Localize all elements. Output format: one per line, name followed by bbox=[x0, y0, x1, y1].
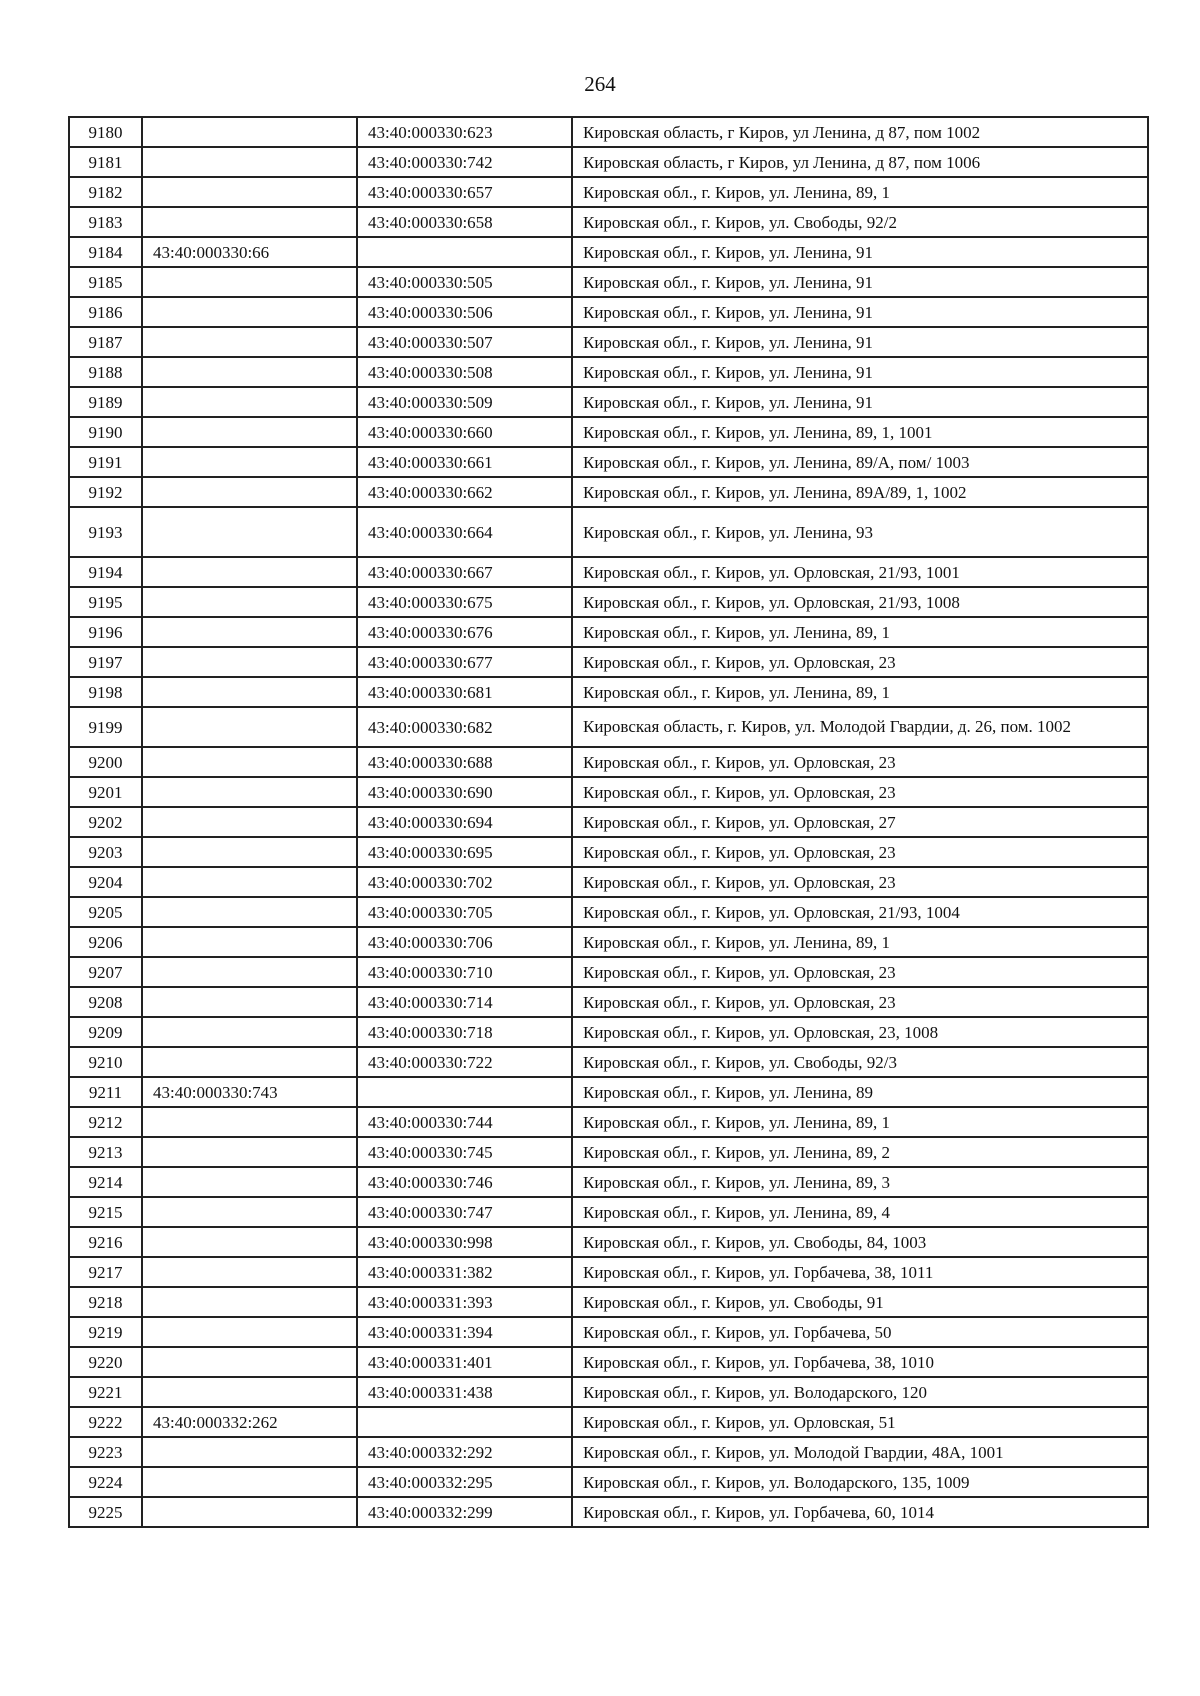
address-cell: Кировская область, г. Киров, ул. Молодой Гвардии, д. 26, пом. 1002 bbox=[572, 707, 1148, 747]
cadastral-object-cell: 43:40:000330:660 bbox=[357, 417, 572, 447]
cadastral-object-cell: 43:40:000330:662 bbox=[357, 477, 572, 507]
address-cell: Кировская обл., г. Киров, ул. Ленина, 91 bbox=[572, 357, 1148, 387]
cadastral-object-cell: 43:40:000330:623 bbox=[357, 117, 572, 147]
row-number-cell: 9185 bbox=[69, 267, 142, 297]
row-number-cell: 9221 bbox=[69, 1377, 142, 1407]
row-number-cell: 9188 bbox=[69, 357, 142, 387]
row-number-cell: 9190 bbox=[69, 417, 142, 447]
cadastral-parcel-cell bbox=[142, 1047, 357, 1077]
address-cell: Кировская обл., г. Киров, ул. Орловская, 21/93, 1004 bbox=[572, 897, 1148, 927]
row-number-cell: 9196 bbox=[69, 617, 142, 647]
table-row bbox=[69, 207, 1148, 237]
address-cell: Кировская обл., г. Киров, ул. Орловская, 23 bbox=[572, 957, 1148, 987]
address-cell: Кировская обл., г. Киров, ул. Ленина, 89 bbox=[572, 1077, 1148, 1107]
cadastral-object-cell: 43:40:000331:394 bbox=[357, 1317, 572, 1347]
row-number-cell: 9223 bbox=[69, 1437, 142, 1467]
row-number-cell: 9194 bbox=[69, 557, 142, 587]
cadastral-object-cell: 43:40:000330:688 bbox=[357, 747, 572, 777]
table-row bbox=[69, 1197, 1148, 1227]
cadastral-parcel-cell bbox=[142, 1017, 357, 1047]
address-cell: Кировская обл., г. Киров, ул. Орловская, 23 bbox=[572, 837, 1148, 867]
cadastral-object-cell: 43:40:000330:506 bbox=[357, 297, 572, 327]
table-row bbox=[69, 147, 1148, 177]
row-number-cell: 9199 bbox=[69, 707, 142, 747]
cadastral-parcel-cell bbox=[142, 1497, 357, 1527]
row-number-cell: 9211 bbox=[69, 1077, 142, 1107]
cadastral-parcel-cell bbox=[142, 807, 357, 837]
address-cell: Кировская обл., г. Киров, ул. Горбачева, 50 bbox=[572, 1317, 1148, 1347]
cadastral-object-cell: 43:40:000330:694 bbox=[357, 807, 572, 837]
cadastral-parcel-cell bbox=[142, 837, 357, 867]
cadastral-parcel-cell bbox=[142, 927, 357, 957]
row-number-cell: 9219 bbox=[69, 1317, 142, 1347]
address-cell: Кировская обл., г. Киров, ул. Ленина, 91 bbox=[572, 327, 1148, 357]
table-row bbox=[69, 777, 1148, 807]
cadastral-object-cell: 43:40:000330:681 bbox=[357, 677, 572, 707]
table-row bbox=[69, 1287, 1148, 1317]
row-number-cell: 9224 bbox=[69, 1467, 142, 1497]
address-cell: Кировская обл., г. Киров, ул. Ленина, 89, 2 bbox=[572, 1137, 1148, 1167]
row-number-cell: 9186 bbox=[69, 297, 142, 327]
table-row bbox=[69, 417, 1148, 447]
row-number-cell: 9213 bbox=[69, 1137, 142, 1167]
table-row bbox=[69, 897, 1148, 927]
cadastral-parcel-cell bbox=[142, 477, 357, 507]
cadastral-parcel-cell bbox=[142, 1287, 357, 1317]
cadastral-object-cell: 43:40:000330:508 bbox=[357, 357, 572, 387]
cadastral-parcel-cell bbox=[142, 297, 357, 327]
address-cell: Кировская обл., г. Киров, ул. Орловская, 21/93, 1001 bbox=[572, 557, 1148, 587]
cadastral-parcel-cell bbox=[142, 617, 357, 647]
table-row bbox=[69, 677, 1148, 707]
table-row bbox=[69, 357, 1148, 387]
cadastral-parcel-cell: 43:40:000332:262 bbox=[142, 1407, 357, 1437]
address-cell: Кировская обл., г. Киров, ул. Орловская, 23 bbox=[572, 987, 1148, 1017]
registry-table bbox=[68, 116, 1149, 1528]
cadastral-parcel-cell bbox=[142, 1317, 357, 1347]
cadastral-object-cell: 43:40:000330:676 bbox=[357, 617, 572, 647]
cadastral-object-cell: 43:40:000330:664 bbox=[357, 507, 572, 557]
cadastral-parcel-cell bbox=[142, 987, 357, 1017]
address-cell: Кировская обл., г. Киров, ул. Свободы, 92/2 bbox=[572, 207, 1148, 237]
cadastral-object-cell: 43:40:000331:401 bbox=[357, 1347, 572, 1377]
table-row bbox=[69, 1077, 1148, 1107]
cadastral-object-cell: 43:40:000331:382 bbox=[357, 1257, 572, 1287]
address-cell: Кировская обл., г. Киров, ул. Володарского, 135, 1009 bbox=[572, 1467, 1148, 1497]
cadastral-object-cell bbox=[357, 1407, 572, 1437]
cadastral-parcel-cell bbox=[142, 777, 357, 807]
table-row bbox=[69, 867, 1148, 897]
address-cell: Кировская обл., г. Киров, ул. Орловская, 23 bbox=[572, 867, 1148, 897]
cadastral-object-cell: 43:40:000330:507 bbox=[357, 327, 572, 357]
row-number-cell: 9204 bbox=[69, 867, 142, 897]
table-row bbox=[69, 1017, 1148, 1047]
row-number-cell: 9189 bbox=[69, 387, 142, 417]
table-row bbox=[69, 927, 1148, 957]
table-row bbox=[69, 177, 1148, 207]
cadastral-object-cell: 43:40:000330:718 bbox=[357, 1017, 572, 1047]
cadastral-object-cell: 43:40:000332:299 bbox=[357, 1497, 572, 1527]
cadastral-parcel-cell bbox=[142, 117, 357, 147]
cadastral-object-cell: 43:40:000330:690 bbox=[357, 777, 572, 807]
cadastral-parcel-cell bbox=[142, 867, 357, 897]
address-cell: Кировская обл., г. Киров, ул. Ленина, 89А/89, 1, 1002 bbox=[572, 477, 1148, 507]
row-number-cell: 9209 bbox=[69, 1017, 142, 1047]
cadastral-parcel-cell bbox=[142, 387, 357, 417]
address-cell: Кировская обл., г. Киров, ул. Ленина, 91 bbox=[572, 297, 1148, 327]
cadastral-parcel-cell bbox=[142, 417, 357, 447]
table-row bbox=[69, 1257, 1148, 1287]
cadastral-object-cell: 43:40:000330:661 bbox=[357, 447, 572, 477]
row-number-cell: 9193 bbox=[69, 507, 142, 557]
table-row bbox=[69, 647, 1148, 677]
table-row bbox=[69, 1407, 1148, 1437]
cadastral-parcel-cell bbox=[142, 707, 357, 747]
table-row bbox=[69, 1317, 1148, 1347]
cadastral-parcel-cell bbox=[142, 147, 357, 177]
table-row bbox=[69, 1377, 1148, 1407]
table-row bbox=[69, 557, 1148, 587]
cadastral-object-cell: 43:40:000330:742 bbox=[357, 147, 572, 177]
table-row bbox=[69, 1437, 1148, 1467]
address-cell: Кировская обл., г. Киров, ул. Орловская, 23, 1008 bbox=[572, 1017, 1148, 1047]
cadastral-parcel-cell bbox=[142, 1347, 357, 1377]
cadastral-parcel-cell bbox=[142, 1437, 357, 1467]
table-row bbox=[69, 237, 1148, 267]
address-cell: Кировская обл., г. Киров, ул. Орловская, 51 bbox=[572, 1407, 1148, 1437]
cadastral-parcel-cell bbox=[142, 177, 357, 207]
cadastral-parcel-cell bbox=[142, 1107, 357, 1137]
address-cell: Кировская обл., г. Киров, ул. Свободы, 91 bbox=[572, 1287, 1148, 1317]
table-row bbox=[69, 477, 1148, 507]
address-cell: Кировская обл., г. Киров, ул. Ленина, 89, 1 bbox=[572, 677, 1148, 707]
table-row bbox=[69, 837, 1148, 867]
row-number-cell: 9202 bbox=[69, 807, 142, 837]
cadastral-object-cell: 43:40:000330:722 bbox=[357, 1047, 572, 1077]
row-number-cell: 9195 bbox=[69, 587, 142, 617]
table-row bbox=[69, 957, 1148, 987]
row-number-cell: 9182 bbox=[69, 177, 142, 207]
table-row bbox=[69, 707, 1148, 747]
cadastral-object-cell: 43:40:000330:658 bbox=[357, 207, 572, 237]
table-row bbox=[69, 1167, 1148, 1197]
cadastral-object-cell: 43:40:000330:710 bbox=[357, 957, 572, 987]
address-cell: Кировская обл., г. Киров, ул. Ленина, 91 bbox=[572, 237, 1148, 267]
cadastral-parcel-cell bbox=[142, 357, 357, 387]
cadastral-parcel-cell bbox=[142, 677, 357, 707]
table-row bbox=[69, 1347, 1148, 1377]
cadastral-parcel-cell bbox=[142, 267, 357, 297]
address-cell: Кировская обл., г. Киров, ул. Ленина, 91 bbox=[572, 267, 1148, 297]
cadastral-parcel-cell bbox=[142, 647, 357, 677]
table-row bbox=[69, 987, 1148, 1017]
cadastral-parcel-cell bbox=[142, 1467, 357, 1497]
row-number-cell: 9218 bbox=[69, 1287, 142, 1317]
cadastral-parcel-cell: 43:40:000330:743 bbox=[142, 1077, 357, 1107]
cadastral-parcel-cell bbox=[142, 1227, 357, 1257]
address-cell: Кировская область, г Киров, ул Ленина, д 87, пом 1006 bbox=[572, 147, 1148, 177]
cadastral-object-cell bbox=[357, 1077, 572, 1107]
cadastral-parcel-cell bbox=[142, 557, 357, 587]
address-cell: Кировская обл., г. Киров, ул. Горбачева, 38, 1011 bbox=[572, 1257, 1148, 1287]
table-row bbox=[69, 1107, 1148, 1137]
row-number-cell: 9214 bbox=[69, 1167, 142, 1197]
address-cell: Кировская обл., г. Киров, ул. Молодой Гвардии, 48А, 1001 bbox=[572, 1437, 1148, 1467]
cadastral-parcel-cell bbox=[142, 447, 357, 477]
address-cell: Кировская обл., г. Киров, ул. Ленина, 89/А, пом/ 1003 bbox=[572, 447, 1148, 477]
cadastral-parcel-cell bbox=[142, 1377, 357, 1407]
address-cell: Кировская обл., г. Киров, ул. Свободы, 84, 1003 bbox=[572, 1227, 1148, 1257]
row-number-cell: 9201 bbox=[69, 777, 142, 807]
page-number: 264 bbox=[584, 72, 616, 96]
table-row bbox=[69, 297, 1148, 327]
address-cell: Кировская обл., г. Киров, ул. Ленина, 89, 1, 1001 bbox=[572, 417, 1148, 447]
row-number-cell: 9192 bbox=[69, 477, 142, 507]
cadastral-object-cell: 43:40:000330:747 bbox=[357, 1197, 572, 1227]
table-row bbox=[69, 1047, 1148, 1077]
cadastral-object-cell: 43:40:000330:667 bbox=[357, 557, 572, 587]
row-number-cell: 9206 bbox=[69, 927, 142, 957]
address-cell: Кировская область, г Киров, ул Ленина, д 87, пом 1002 bbox=[572, 117, 1148, 147]
cadastral-object-cell: 43:40:000330:746 bbox=[357, 1167, 572, 1197]
cadastral-object-cell: 43:40:000330:675 bbox=[357, 587, 572, 617]
cadastral-parcel-cell bbox=[142, 1167, 357, 1197]
table-row bbox=[69, 387, 1148, 417]
row-number-cell: 9200 bbox=[69, 747, 142, 777]
address-cell: Кировская обл., г. Киров, ул. Свободы, 92/3 bbox=[572, 1047, 1148, 1077]
row-number-cell: 9217 bbox=[69, 1257, 142, 1287]
cadastral-object-cell: 43:40:000330:657 bbox=[357, 177, 572, 207]
table-row bbox=[69, 1497, 1148, 1527]
row-number-cell: 9210 bbox=[69, 1047, 142, 1077]
address-cell: Кировская обл., г. Киров, ул. Ленина, 89, 4 bbox=[572, 1197, 1148, 1227]
table-row bbox=[69, 617, 1148, 647]
cadastral-object-cell: 43:40:000330:509 bbox=[357, 387, 572, 417]
address-cell: Кировская обл., г. Киров, ул. Орловская, 27 bbox=[572, 807, 1148, 837]
cadastral-parcel-cell: 43:40:000330:66 bbox=[142, 237, 357, 267]
cadastral-object-cell: 43:40:000332:292 bbox=[357, 1437, 572, 1467]
table-row bbox=[69, 1137, 1148, 1167]
cadastral-parcel-cell bbox=[142, 327, 357, 357]
address-cell: Кировская обл., г. Киров, ул. Ленина, 89, 1 bbox=[572, 177, 1148, 207]
table-row bbox=[69, 747, 1148, 777]
row-number-cell: 9207 bbox=[69, 957, 142, 987]
address-cell: Кировская обл., г. Киров, ул. Ленина, 89, 1 bbox=[572, 927, 1148, 957]
cadastral-object-cell: 43:40:000330:505 bbox=[357, 267, 572, 297]
row-number-cell: 9212 bbox=[69, 1107, 142, 1137]
row-number-cell: 9215 bbox=[69, 1197, 142, 1227]
address-cell: Кировская обл., г. Киров, ул. Орловская, 23 bbox=[572, 777, 1148, 807]
address-cell: Кировская обл., г. Киров, ул. Ленина, 89, 1 bbox=[572, 1107, 1148, 1137]
row-number-cell: 9181 bbox=[69, 147, 142, 177]
table-row bbox=[69, 1467, 1148, 1497]
cadastral-parcel-cell bbox=[142, 747, 357, 777]
table-row bbox=[69, 117, 1148, 147]
row-number-cell: 9220 bbox=[69, 1347, 142, 1377]
cadastral-parcel-cell bbox=[142, 897, 357, 927]
table-row bbox=[69, 807, 1148, 837]
cadastral-object-cell: 43:40:000330:702 bbox=[357, 867, 572, 897]
cadastral-object-cell: 43:40:000330:677 bbox=[357, 647, 572, 677]
cadastral-parcel-cell bbox=[142, 587, 357, 617]
cadastral-object-cell: 43:40:000330:705 bbox=[357, 897, 572, 927]
cadastral-object-cell: 43:40:000332:295 bbox=[357, 1467, 572, 1497]
table-row bbox=[69, 267, 1148, 297]
cadastral-object-cell: 43:40:000330:682 bbox=[357, 707, 572, 747]
row-number-cell: 9216 bbox=[69, 1227, 142, 1257]
cadastral-object-cell: 43:40:000330:998 bbox=[357, 1227, 572, 1257]
row-number-cell: 9203 bbox=[69, 837, 142, 867]
address-cell: Кировская обл., г. Киров, ул. Горбачева, 38, 1010 bbox=[572, 1347, 1148, 1377]
address-cell: Кировская обл., г. Киров, ул. Орловская, 23 bbox=[572, 647, 1148, 677]
row-number-cell: 9183 bbox=[69, 207, 142, 237]
row-number-cell: 9184 bbox=[69, 237, 142, 267]
cadastral-parcel-cell bbox=[142, 1137, 357, 1167]
cadastral-parcel-cell bbox=[142, 1257, 357, 1287]
address-cell: Кировская обл., г. Киров, ул. Орловская, 23 bbox=[572, 747, 1148, 777]
cadastral-parcel-cell bbox=[142, 207, 357, 237]
table-row bbox=[69, 587, 1148, 617]
row-number-cell: 9222 bbox=[69, 1407, 142, 1437]
registry-table-body bbox=[69, 117, 1148, 1527]
row-number-cell: 9191 bbox=[69, 447, 142, 477]
row-number-cell: 9208 bbox=[69, 987, 142, 1017]
address-cell: Кировская обл., г. Киров, ул. Володарского, 120 bbox=[572, 1377, 1148, 1407]
cadastral-object-cell: 43:40:000330:714 bbox=[357, 987, 572, 1017]
address-cell: Кировская обл., г. Киров, ул. Ленина, 89, 3 bbox=[572, 1167, 1148, 1197]
cadastral-parcel-cell bbox=[142, 507, 357, 557]
row-number-cell: 9225 bbox=[69, 1497, 142, 1527]
cadastral-object-cell: 43:40:000330:695 bbox=[357, 837, 572, 867]
cadastral-object-cell: 43:40:000330:744 bbox=[357, 1107, 572, 1137]
table-row bbox=[69, 1227, 1148, 1257]
cadastral-parcel-cell bbox=[142, 957, 357, 987]
cadastral-object-cell: 43:40:000331:438 bbox=[357, 1377, 572, 1407]
row-number-cell: 9187 bbox=[69, 327, 142, 357]
cadastral-object-cell: 43:40:000331:393 bbox=[357, 1287, 572, 1317]
address-cell: Кировская обл., г. Киров, ул. Горбачева, 60, 1014 bbox=[572, 1497, 1148, 1527]
table-row bbox=[69, 507, 1148, 557]
table-row bbox=[69, 447, 1148, 477]
row-number-cell: 9198 bbox=[69, 677, 142, 707]
address-cell: Кировская обл., г. Киров, ул. Ленина, 91 bbox=[572, 387, 1148, 417]
row-number-cell: 9180 bbox=[69, 117, 142, 147]
cadastral-parcel-cell bbox=[142, 1197, 357, 1227]
row-number-cell: 9197 bbox=[69, 647, 142, 677]
table-row bbox=[69, 327, 1148, 357]
cadastral-object-cell: 43:40:000330:706 bbox=[357, 927, 572, 957]
address-cell: Кировская обл., г. Киров, ул. Ленина, 93 bbox=[572, 507, 1148, 557]
cadastral-object-cell: 43:40:000330:745 bbox=[357, 1137, 572, 1167]
address-cell: Кировская обл., г. Киров, ул. Орловская, 21/93, 1008 bbox=[572, 587, 1148, 617]
row-number-cell: 9205 bbox=[69, 897, 142, 927]
cadastral-object-cell bbox=[357, 237, 572, 267]
address-cell: Кировская обл., г. Киров, ул. Ленина, 89, 1 bbox=[572, 617, 1148, 647]
